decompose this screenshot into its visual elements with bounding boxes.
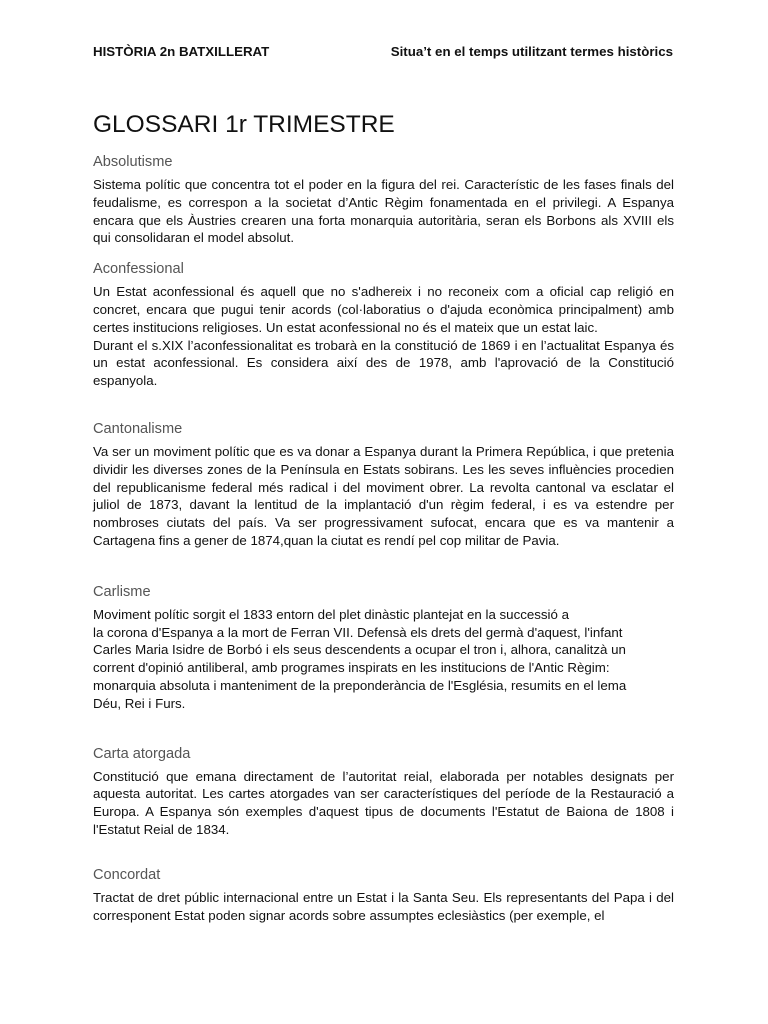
glossary-entry [93, 865, 674, 925]
glossary-entry [93, 152, 674, 247]
running-header [93, 43, 673, 61]
definition-paragraph: Un Estat aconfessional és aquell que no s'adhereix i no reconeix com a oficial cap religió en concret, encara que pugui tenir acords (col·laboratius o d'ajuda econòmica principalment) amb certes institucions religioses. Un estat aconfessional no és el mateix que un estat laic. [93, 284, 674, 335]
definition-line: Déu, Rei i Furs. [93, 695, 186, 711]
glossary-term: Absolutisme [93, 154, 173, 170]
definition-line: monarquia absoluta i manteniment de la preponderància de l'Església, resumits en el lema [93, 677, 627, 693]
glossary-definition: Va ser un moviment polític que es va donar a Espanya durant la Primera República, i que pretenia dividir les diverses zones de la Península en Estats sobirans. Les les seves influències procedien del republicanisme federal més radical i del moviment obrer. La revolta cantonal va esclatar el juliol de 1873, davant la lentitud de la implantació d'un règim federal, i es va estendre per nombroses ciutats del país. Va ser progressivament sufocat, encara que es va mantenir a Cartagena fins a gener de 1874,quan la ciutat es rendí pel cop militar de Pavia. [93, 443, 674, 548]
definition-line: Carles Maria Isidre de Borbó i els seus descendents a ocupar el tron i, alhora, canalitzà un [93, 642, 626, 658]
glossary-entry [93, 419, 674, 550]
page-title: GLOSSARI 1r TRIMESTRE [93, 111, 395, 138]
header-course: HISTÒRIA 2n BATXILLERAT [93, 44, 270, 59]
definition-line: la corona d'Espanya a la mort de Ferran VII. Defensà els drets del germà d'aquest, l'infant [93, 624, 623, 640]
glossary-definition: Tractat de dret públic internacional entre un Estat i la Santa Seu. Els representants del Papa i del corresponent Estat poden signar acords sobre assumptes eclesiàstics (per exemple, el [93, 889, 674, 923]
glossary-term: Carlisme [93, 583, 151, 600]
definition-paragraph: Durant el s.XIX l’aconfessionalitat es trobarà en la constitució de 1869 i en l’actualitat Espanya és un estat aconfessional. Es considera així des de 1978, amb l'aprovació de la Constitució espanyola. [93, 337, 674, 389]
glossary-definition [93, 283, 674, 390]
glossary-definition [93, 606, 674, 713]
definition-line: corrent d'opinió antiliberal, amb programes inspirats en les institucions de l'Antic Règim: [93, 660, 610, 676]
header-subtitle: Situa’t en el temps utilitzant termes històrics [390, 44, 673, 59]
glossary-term: Aconfessional [93, 261, 184, 278]
glossary-entry [93, 259, 674, 390]
definition-line: Moviment polític sorgit el 1833 entorn del plet dinàstic plantejat en la successió a [93, 606, 570, 622]
glossary-term: Cantonalisme [93, 420, 183, 437]
glossary-entry [93, 582, 674, 713]
glossary-definition: Sistema polític que concentra tot el poder en la figura del rei. Característic de les fases finals del feudalisme, es correspon a la societat d’Antic Règim fonamentada en el privilegi. A Espanya encara que els Àustries crearen una forta monarquia autoritària, seran els Borbons als XVIII els qui consolidaran el model absolut. [93, 177, 674, 246]
glossary-term: Concordat [93, 866, 161, 883]
glossary-term: Carta atorgada [93, 745, 191, 762]
glossary-definition: Constitució que emana directament de l’autoritat reial, elaborada per notables designats per aquesta autoritat. Les cartes atorgades van ser característiques del període de la Restauració a Europa. A Espanya són exemples d'aquest tipus de documents l'Estatut de Baiona de 1808 i l'Estatut Reial de 1834. [93, 768, 674, 837]
glossary-entry [93, 744, 674, 839]
glossary-list [93, 152, 674, 924]
